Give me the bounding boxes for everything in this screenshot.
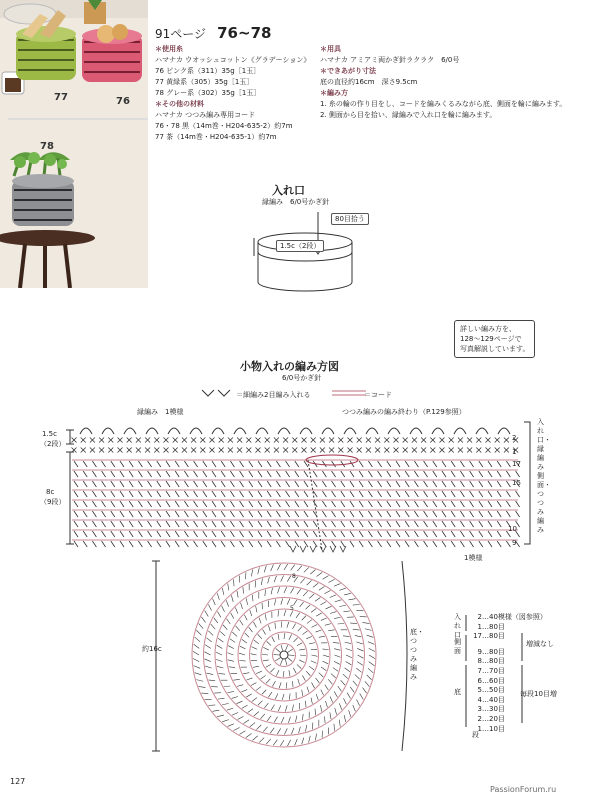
yarn-brand: ハマナカ ウオッシュコットン《グラデーション》 xyxy=(155,56,311,64)
row-value: …80目 xyxy=(482,622,505,631)
height-2rows: （2段） xyxy=(40,440,66,448)
yarn-78: 78 グレー系（302）35g［1玉］ xyxy=(155,89,261,97)
row-number: 1 xyxy=(477,622,482,631)
ring-label-8: 8 xyxy=(292,573,296,580)
row-value: …70目 xyxy=(482,666,505,675)
size-heading: ＊できあがり寸法 xyxy=(320,67,376,75)
table-row xyxy=(472,613,547,623)
stitch-table xyxy=(472,613,547,734)
other-cord: ハマナカ つつみ編み専用コード xyxy=(155,111,256,119)
table-row xyxy=(472,657,547,667)
row-number: 8 xyxy=(477,657,482,666)
row-value: …80目 xyxy=(482,657,505,666)
row-number: 17 xyxy=(473,632,482,641)
edging-label: 縁編み 1模様 xyxy=(137,408,184,416)
row-value: …30目 xyxy=(482,705,505,714)
group-side: 側面 xyxy=(454,638,461,655)
diagram-title: 小物入れの編み方図 xyxy=(240,360,339,373)
materials-block xyxy=(155,44,310,143)
item-numbers: 76~78 xyxy=(217,24,272,42)
row-label-17: 17 xyxy=(512,460,521,468)
side-chart xyxy=(60,414,535,554)
page-ref: 91ページ xyxy=(155,27,207,41)
note-line-3: 写真解説しています。 xyxy=(460,345,530,353)
label-78: 78 xyxy=(40,141,54,152)
dan-label: 段 xyxy=(472,731,479,739)
size-text: 底の直径約16cm 深さ9.5cm xyxy=(320,78,418,86)
height-9rows: （9段） xyxy=(40,498,66,506)
note-box xyxy=(454,320,535,358)
product-photo xyxy=(0,0,148,288)
ring-label-5: 5 xyxy=(290,605,294,612)
row-number: 9 xyxy=(477,647,482,656)
group-bottom: 底 xyxy=(454,688,461,696)
row-number: 2 xyxy=(477,714,482,723)
legend-increase: ＝細編み2目編み入れる xyxy=(236,391,311,399)
per-row-label: 毎段10目増 xyxy=(520,690,557,698)
group-open: 入れ口 xyxy=(454,613,461,639)
opening-title: 入れ口 xyxy=(272,184,305,197)
diagram-subtitle: 6/0号かぎ針 xyxy=(282,374,322,382)
page-number: 127 xyxy=(10,777,26,786)
label-77: 77 xyxy=(54,92,68,103)
one-pattern-label: 1模様 xyxy=(464,554,483,562)
baskets-illustration xyxy=(0,0,148,288)
bottom-label: 底・つつみ編み xyxy=(410,628,424,681)
row-number: 3 xyxy=(477,705,482,714)
method-2: 2. 側面から目を拾い、縁編みで入れ口を輪に編みます。 xyxy=(320,111,497,119)
label-76: 76 xyxy=(116,96,130,107)
table-row xyxy=(472,725,547,735)
row-value: …60目 xyxy=(482,676,505,685)
height-8c: 8c xyxy=(46,488,55,496)
yarn-heading: ＊使用糸 xyxy=(155,45,183,53)
row-value: …50目 xyxy=(482,686,505,695)
row-value: …10目 xyxy=(482,724,505,733)
row-value: …20目 xyxy=(482,714,505,723)
tools-block xyxy=(320,44,566,121)
row-value: …80目 xyxy=(482,647,505,656)
row-number: 4 xyxy=(477,695,482,704)
table-row xyxy=(472,667,547,677)
increase-symbol-icon xyxy=(198,386,238,400)
row-value: …80目 xyxy=(482,632,505,641)
row-number: 7 xyxy=(477,666,482,675)
row-label-1: 1 xyxy=(512,448,517,456)
other-77: 77 茶（14m巻・H204-635-1）約7m xyxy=(155,133,277,141)
yarn-76: 76 ピンク系（311）35g［1玉］ xyxy=(155,67,261,75)
other-7678: 76・78 黒（14m巻・H204-635-2）約7m xyxy=(155,122,293,130)
watermark: PassionForum.ru xyxy=(490,785,557,794)
row-number: 6 xyxy=(477,676,482,685)
no-change-label: 増減なし xyxy=(526,640,554,648)
method-1: 1. 糸の輪の作り目をし、コードを編みくるみながら底、側面を輪に編みます。 xyxy=(320,100,567,108)
page-header xyxy=(155,23,271,42)
table-row xyxy=(472,705,547,715)
other-heading: ＊その他の材料 xyxy=(155,100,204,108)
legend-cord: ＝コード xyxy=(364,391,392,399)
diameter-label: 約16c xyxy=(142,645,162,653)
yarn-77: 77 黄緑系（305）35g［1玉］ xyxy=(155,78,254,86)
opening-subtitle: 縁編み 6/0号かぎ針 xyxy=(262,198,330,206)
note-line-2: 128～129ページで xyxy=(460,335,522,343)
side-right-label: 入れ口・縁編み 側面・つつみ編み xyxy=(537,418,551,534)
tools-text: ハマナカ アミアミ両かぎ針ラクラク 6/0号 xyxy=(320,56,460,64)
row-value: …40模様（図参照） xyxy=(482,613,547,621)
row-number: 1 xyxy=(477,724,482,733)
pickup-label: 80目拾う xyxy=(331,213,369,225)
row-label-15: 15 xyxy=(512,479,521,487)
row-label-9: 9 xyxy=(512,539,517,547)
method-heading: ＊編み方 xyxy=(320,89,348,97)
table-row xyxy=(472,677,547,687)
note-line-1: 詳しい編み方を、 xyxy=(460,325,516,333)
tools-heading: ＊用具 xyxy=(320,45,341,53)
row-value: …40目 xyxy=(482,695,505,704)
row-number: 2 xyxy=(477,613,482,621)
table-row xyxy=(472,715,547,725)
bottom-chart xyxy=(150,555,425,767)
row-label-10: 10 xyxy=(508,525,517,533)
wrap-end-label: つつみ編みの編み終わり（P.129参照） xyxy=(342,408,466,416)
row-label-2: 2 xyxy=(512,434,517,442)
depth-label: 1.5c（2段） xyxy=(276,240,324,252)
height-15c: 1.5c xyxy=(42,430,57,438)
row-number: 5 xyxy=(477,686,482,695)
table-row xyxy=(472,623,547,633)
